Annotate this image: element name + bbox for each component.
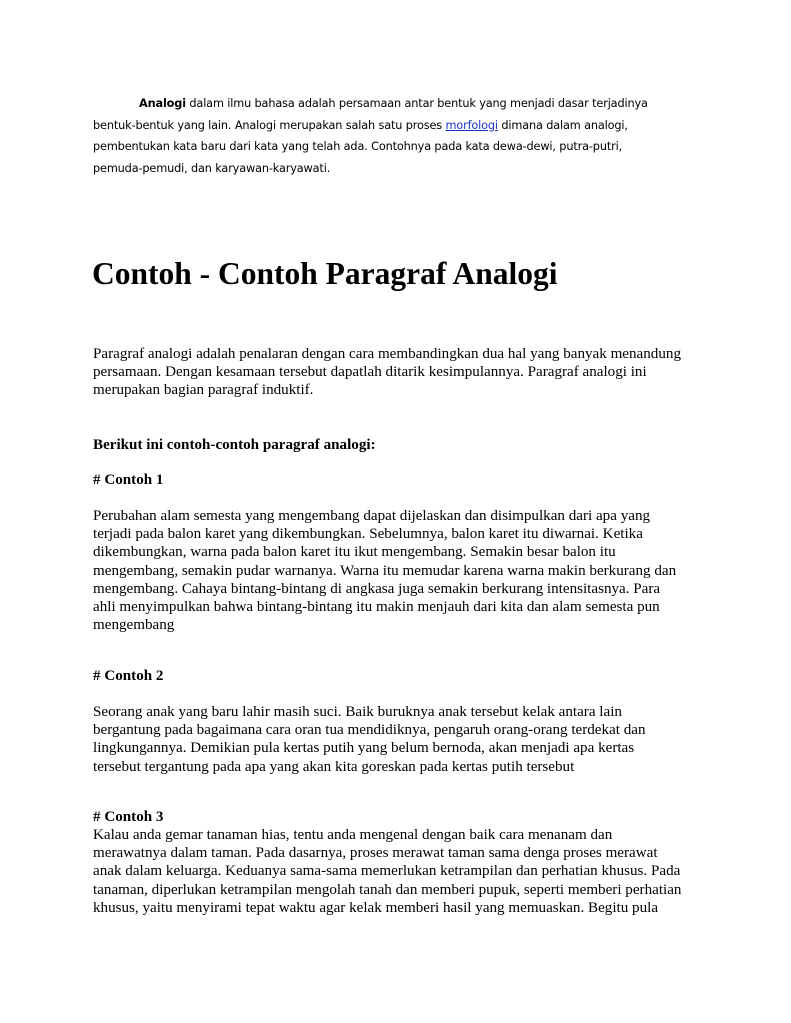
example-3-title: # Contoh 3 — [93, 809, 164, 825]
example-1-body — [93, 507, 713, 634]
intro-line-3: pembentukan kata baru dari kata yang telah ada. Contohnya pada kata dewa-dewi, putra-putri, — [93, 140, 623, 153]
example-line: dikembungkan, warna pada balon karet itu ikut mengembang. Semakin besar balon itu — [93, 544, 616, 561]
example-line: ahli menyimpulkan bahwa bintang-bintang itu makin menjauh dari kita dan alam semesta pun — [93, 599, 660, 616]
intro-line-2 — [93, 115, 703, 137]
intro-line-4: pemuda-pemudi, dan karyawan-karyawati. — [93, 161, 331, 175]
definition-paragraph — [93, 345, 713, 400]
example-line: Kalau anda gemar tanaman hias, tentu anda mengenal dengan baik cara menanam dan — [93, 827, 613, 843]
example-line: bergantung pada bagaimana cara oran tua mendidiknya, pengaruh orang-orang terdekat dan — [93, 722, 646, 739]
example-line: Perubahan alam semesta yang mengembang dapat dijelaskan dan disimpulkan dari apa yang — [93, 508, 651, 524]
definition-line: persamaan. Dengan kesamaan tersebut dapatlah ditarik kesimpulannya. Paragraf analogi ini — [93, 364, 647, 381]
definition-line: Paragraf analogi adalah penalaran dengan cara membandingkan dua hal yang banyak menandung — [93, 346, 681, 362]
example-line: tersebut tergantung pada apa yang akan kita goreskan pada kertas putih tersebut — [93, 758, 575, 775]
example-line: terjadi pada balon karet yang dikembungkan. Sebelumnya, balon karet itu diwarnai. Ketika — [93, 526, 643, 543]
example-line: mengembang — [93, 617, 175, 634]
example-line: Seorang anak yang baru lahir masih suci. Baik buruknya anak tersebut kelak antara lain — [93, 704, 622, 720]
example-2-body — [93, 703, 713, 776]
intro-line-1 — [93, 93, 703, 115]
intro-paragraph — [93, 93, 703, 179]
example-line: mengembang. Cahaya bintang-bintang di angkasa juga semakin berkurang intensitasnya. Para — [93, 580, 661, 597]
example-line: lingkungannya. Demikian pula kertas putih yang belum bernoda, akan menjadi apa kertas — [93, 740, 635, 757]
example-3-body — [93, 826, 713, 917]
morfologi-link[interactable]: morfologi — [445, 118, 498, 132]
intro-line-2-pre: bentuk-bentuk yang lain. Analogi merupakan salah satu proses — [93, 118, 446, 132]
intro-term: Analogi — [139, 97, 186, 110]
intro-line-2-post: dimana dalam analogi, — [497, 118, 628, 132]
example-2-title: # Contoh 2 — [93, 668, 164, 684]
intro-line-1-text: dalam ilmu bahasa adalah persamaan antar bentuk yang menjadi dasar terjadinya — [185, 97, 648, 110]
example-line: mengembang, semakin pudar warnanya. Warna itu memudar karena warna makin berkurang dan — [93, 562, 677, 579]
example-line: merawatnya dalam taman. Pada dasarnya, proses merawat taman sama denga proses merawat — [93, 845, 658, 862]
list-intro: Berikut ini contoh-contoh paragraf analogi: — [93, 437, 376, 453]
example-line: anak dalam keluarga. Keduanya sama-sama memerlukan ketrampilan dan perhatian khusus. Pada — [93, 863, 681, 880]
example-line: khusus, yaitu menyirami tepat waktu agar kelak memberi hasil yang memuaskan. Begitu pula — [93, 899, 659, 916]
example-1-title: # Contoh 1 — [93, 472, 164, 488]
definition-line: merupakan bagian paragraf induktif. — [93, 382, 314, 399]
example-line: tanaman, diperlukan ketrampilan mengolah tanah dan memberi pupuk, seperti memberi perhatian — [93, 881, 682, 898]
page-heading: Contoh - Contoh Paragraf Analogi — [92, 256, 558, 291]
